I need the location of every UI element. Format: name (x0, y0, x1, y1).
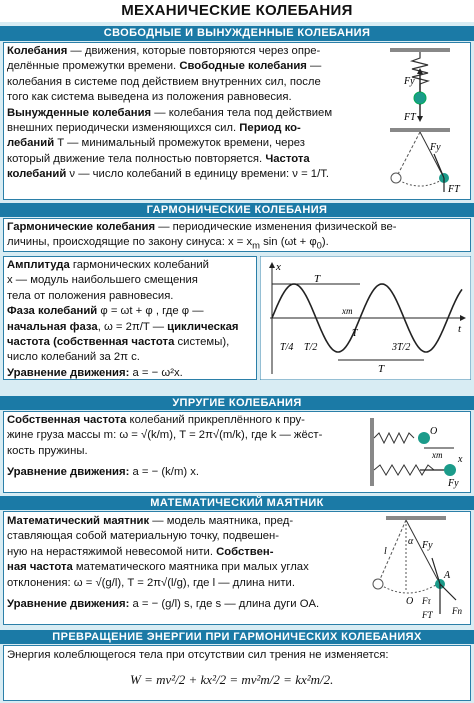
section-header-energy: ПРЕВРАЩЕНИЕ ЭНЕРГИИ ПРИ ГАРМОНИЧЕСКИХ КОЛЕБАНИЯХ (0, 630, 474, 644)
harmonic-text: Гармонические колебания — периодические изменения физической ве- личины, происходящие по закону синуса: $x = x_m$ $\sin (\omega t + \varphi_0)$. (7, 221, 397, 251)
free-oscillations-text: Колебания — движения, которые повторяются через опре- делённые промежутки времени. Свободные колебания — колебания в системе под действием внутренних сил, после того как система выведена из положения равновесия. Вынужденные колебания — колебания тела под действием внешних периодически изменяющихся сил. Период ко- лебаний T — минимальный промежуток времени, через который движение тела полностью повторяется. Частота колебаний ν — число колебаний в единицу времени: ν = 1/T. (7, 45, 333, 181)
svg-text:FT: FT (422, 610, 433, 620)
svg-text:x: x (458, 454, 463, 465)
svg-text:Fy: Fy (430, 142, 441, 153)
svg-text:FT: FT (404, 112, 416, 123)
energy-formula: W = mv²/2 + kx²/2 = mv²m/2 = kx²m/2. (130, 672, 334, 687)
section-header-harmonic: ГАРМОНИЧЕСКИЕ КОЛЕБАНИЯ (0, 203, 474, 217)
section-header-pendulum: МАТЕМАТИЧЕСКИЙ МАЯТНИК (0, 496, 474, 510)
svg-text:Fn: Fn (452, 606, 462, 616)
spring-pendulum-figure (382, 46, 468, 196)
svg-text:T: T (378, 363, 385, 375)
svg-text:T: T (314, 273, 321, 285)
horizontal-spring-figure (368, 414, 468, 490)
section-header-free: СВОБОДНЫЕ И ВЫНУЖДЕННЫЕ КОЛЕБАНИЯ (0, 26, 474, 41)
sine-graph (260, 256, 471, 380)
svg-text:3T/2: 3T/2 (392, 342, 411, 353)
amplitude-text: Амплитуда гармонических колебаний x — модуль наибольшего смещения тела от положения равновесия. Фаза колебаний φ = ωt + φ , где φ — начальная фаза, ω = 2π/T — циклическая частота (собственная частота системы), число колебаний за 2π с. Уравнение движения: a = − ω²x. (7, 259, 239, 379)
svg-text:Fy: Fy (422, 540, 433, 551)
svg-text:l: l (384, 546, 387, 557)
svg-text:O: O (406, 596, 414, 607)
elastic-text: Собственная частота колебаний прикреплённого к пру- жине груза массы m: ω = √(k/m), T = 2π√(m/k), где k — жёст- кость пружины. Уравнение движения: a = − (k/m) x. (7, 414, 323, 479)
svg-text:T/2: T/2 (304, 342, 318, 353)
svg-text:O: O (430, 426, 438, 437)
svg-text:Fy: Fy (404, 76, 415, 87)
svg-text:T/4: T/4 (280, 342, 294, 353)
page-title: МЕХАНИЧЕСКИЕ КОЛЕБАНИЯ (0, 0, 474, 22)
svg-text:x: x (276, 261, 281, 273)
math-pendulum-figure (366, 514, 468, 622)
energy-text: Энергия колеблющегося тела при отсутствии сил трения не изменяется: (7, 649, 389, 661)
svg-text:xm: xm (432, 450, 443, 460)
svg-text:Fτ: Fτ (422, 596, 431, 606)
svg-text:A: A (444, 570, 451, 581)
section-header-elastic: УПРУГИЕ КОЛЕБАНИЯ (0, 396, 474, 410)
svg-text:t: t (458, 323, 462, 335)
svg-text:xm: xm (342, 306, 353, 316)
svg-text:Fy: Fy (448, 478, 459, 489)
pendulum-text: Математический маятник — модель маятника, пред- ставляющая собой материальную точку, подвешен- ную на нерастяжимой невесомой нити. Собствен- ная частота математического маятника при малых углах отклонения: ω = √(g/l), T = 2π√(l/g), где l — длина нити. Уравнение движения: a = − (g/l) s, где s — длина дуги OA. (7, 515, 320, 611)
svg-text:α: α (408, 536, 414, 547)
svg-text:T: T (352, 328, 358, 339)
svg-text:FT: FT (448, 184, 460, 195)
